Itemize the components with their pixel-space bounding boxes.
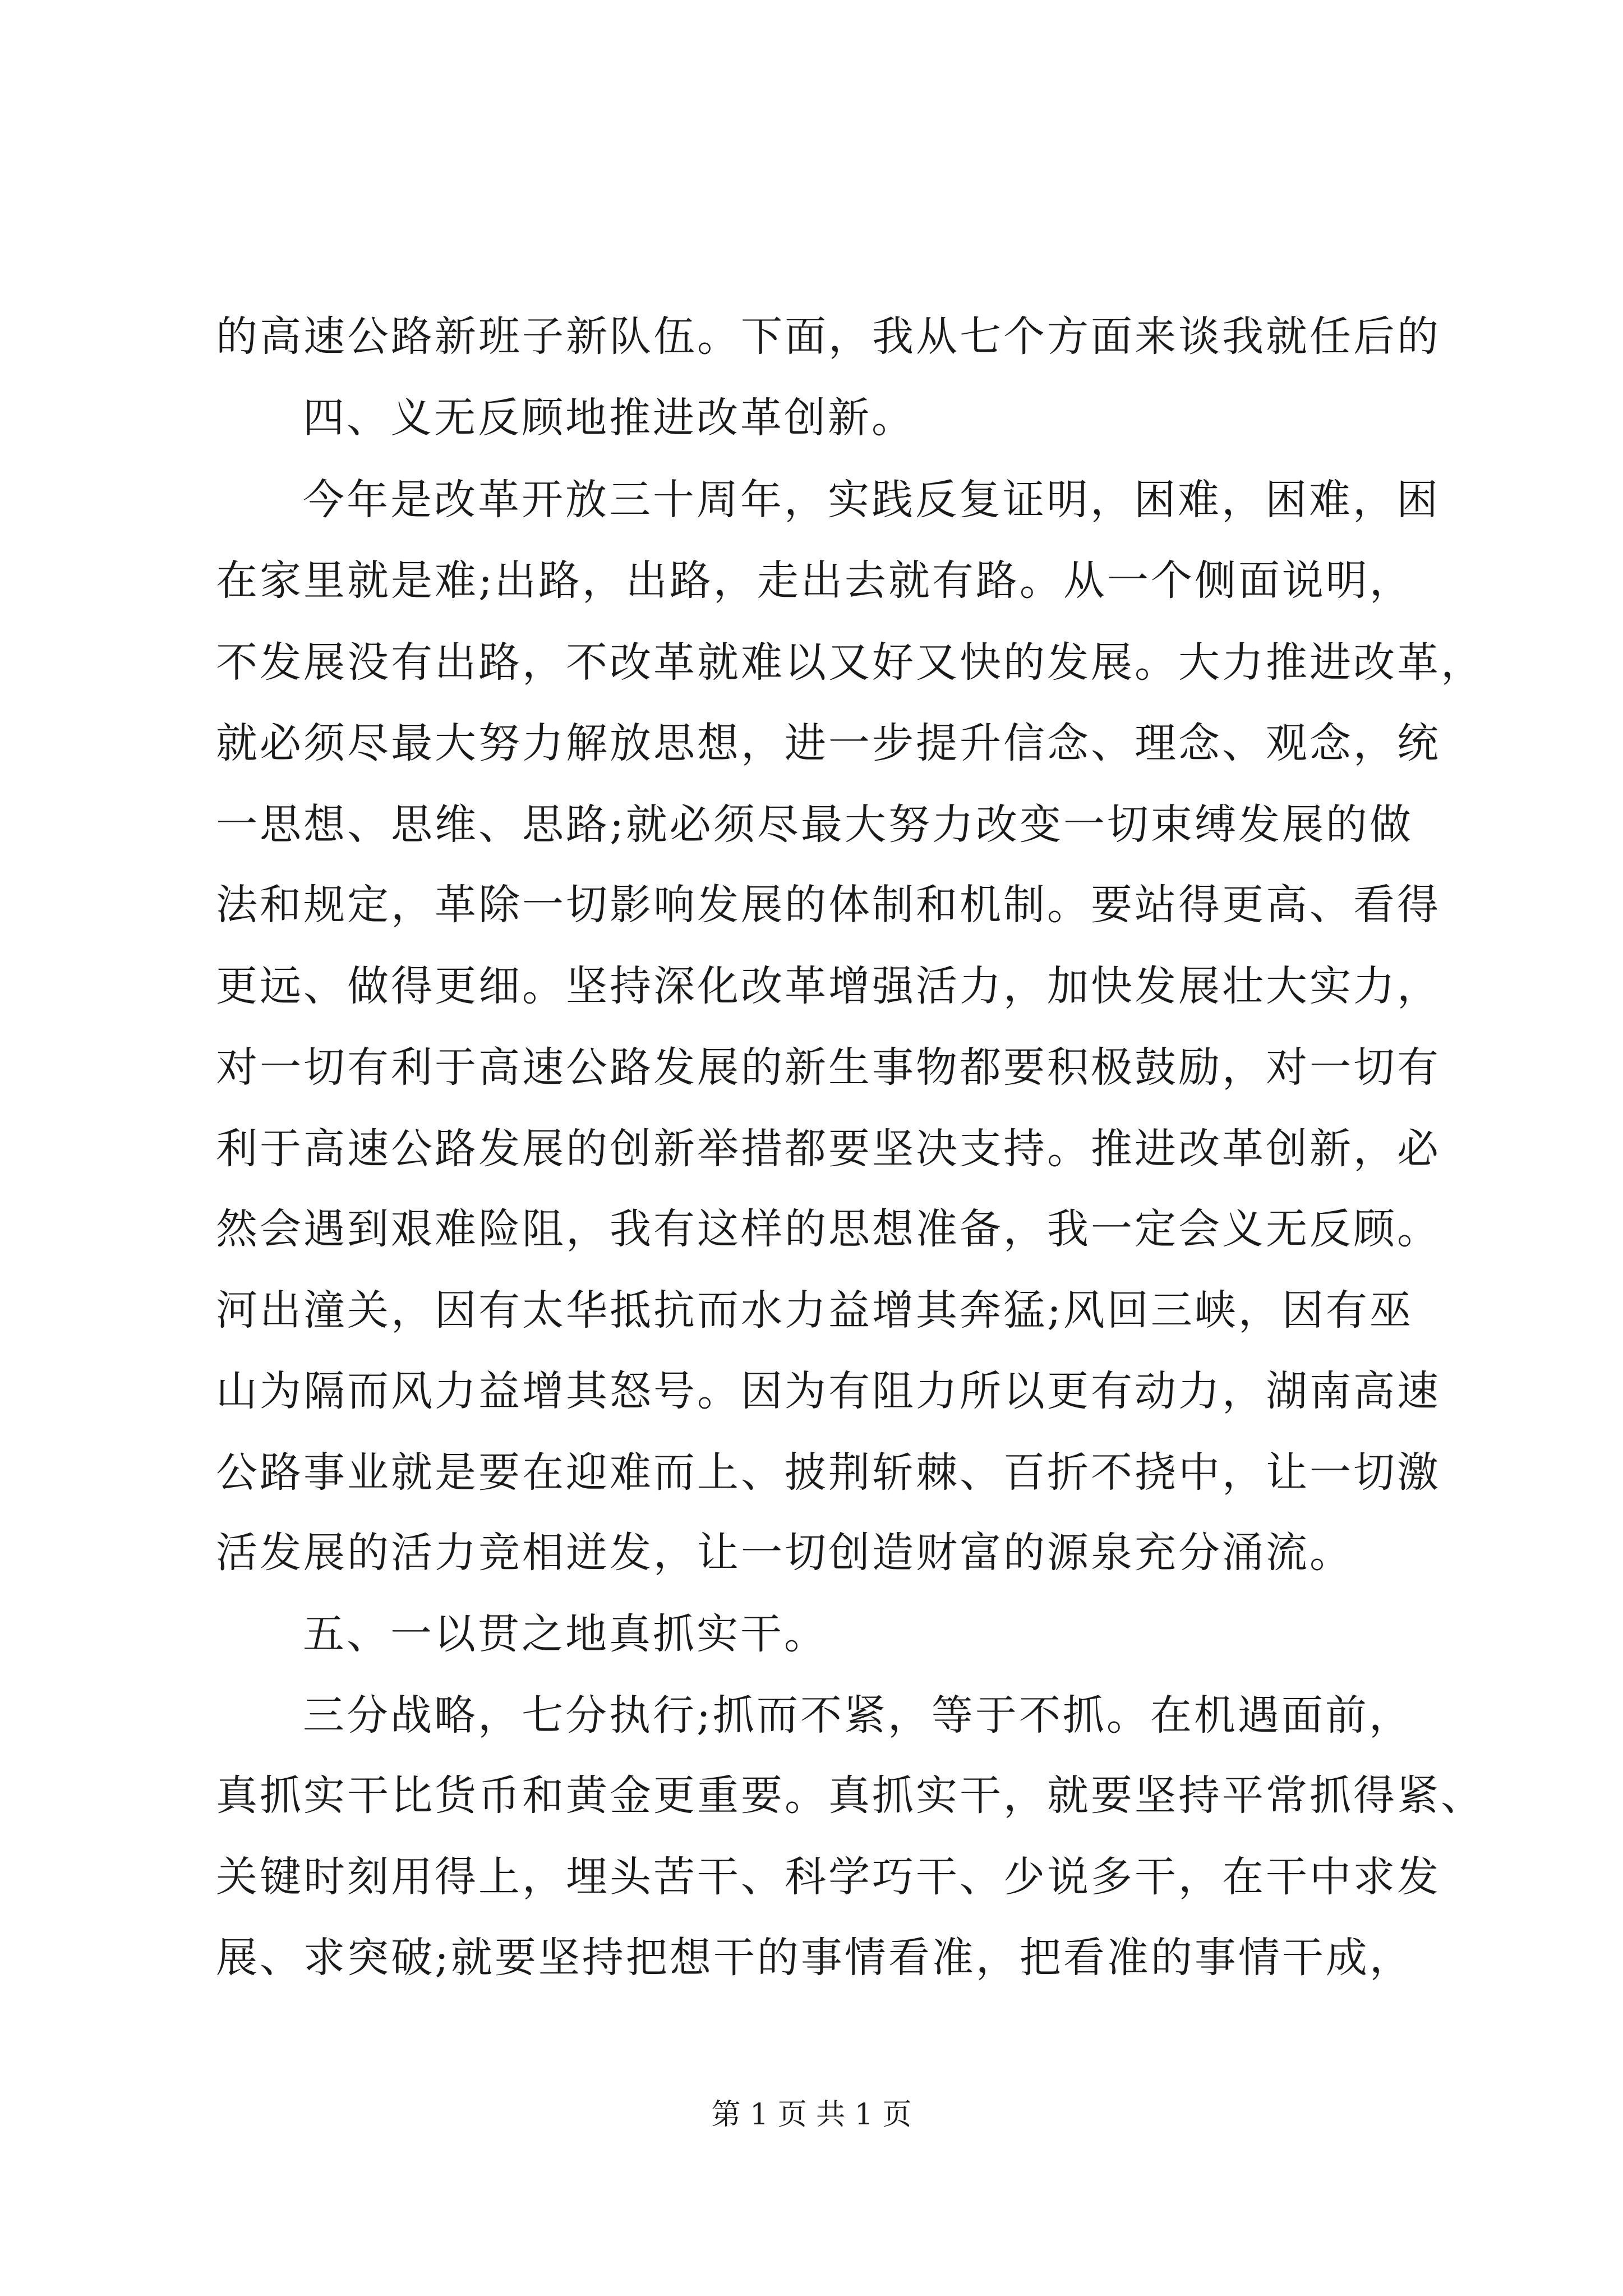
text-line: 对一切有利于高速公路发展的新生事物都要积极鼓励，对一切有 — [216, 1043, 1441, 1092]
text-line: 就必须尽最大努力解放思想，进一步提升信念、理念、观念，统 — [216, 719, 1441, 767]
text-line: 一思想、思维、思路;就必须尽最大努力改变一切束缚发展的做 — [216, 800, 1413, 849]
text-line: 三分战略，七分执行;抓而不紧，等于不抓。在机遇面前， — [303, 1691, 1413, 1740]
section-heading: 四、义无反顾地推进改革创新。 — [303, 394, 915, 442]
text-line: 今年是改革开放三十周年，实践反复证明，困难，困难，困 — [303, 476, 1440, 524]
text-line: 真抓实干比货币和黄金更重要。真抓实干，就要坚持平常抓得紧、 — [216, 1772, 1484, 1820]
page-number-footer: 第 1 页 共 1 页 — [711, 2098, 912, 2132]
text-line: 更远、做得更细。坚持深化改革增强活力，加快发展壮大实力， — [216, 962, 1441, 1010]
text-line: 然会遇到艰难险阻，我有这样的思想准备，我一定会义无反顾。 — [216, 1205, 1441, 1253]
text-line: 河出潼关，因有太华抵抗而水力益增其奔猛;风回三峡，因有巫 — [216, 1286, 1413, 1335]
text-line: 不发展没有出路，不改革就难以又好又快的发展。大力推进改革， — [216, 638, 1484, 687]
text-line: 利于高速公路发展的创新举措都要坚决支持。推进改革创新，必 — [216, 1125, 1441, 1173]
text-line: 法和规定，革除一切影响发展的体制和机制。要站得更高、看得 — [216, 881, 1441, 929]
text-line: 在家里就是难;出路，出路，走出去就有路。从一个侧面说明， — [216, 556, 1413, 605]
text-line: 活发展的活力竞相迸发，让一切创造财富的源泉充分涌流。 — [216, 1529, 1353, 1577]
text-line: 展、求突破;就要坚持把想干的事情看准，把看准的事情干成， — [216, 1934, 1413, 1982]
text-line: 的高速公路新班子新队伍。下面，我从七个方面来谈我就任后的 — [216, 312, 1441, 361]
section-heading: 五、一以贯之地真抓实干。 — [303, 1610, 828, 1658]
text-line: 公路事业就是要在迎难而上、披荆斩棘、百折不挠中，让一切激 — [216, 1448, 1441, 1497]
text-line: 山为隔而风力益增其怒号。因为有阻力所以更有动力，湖南高速 — [216, 1367, 1441, 1415]
text-line: 关键时刻用得上，埋头苦干、科学巧干、少说多干，在干中求发 — [216, 1853, 1441, 1901]
